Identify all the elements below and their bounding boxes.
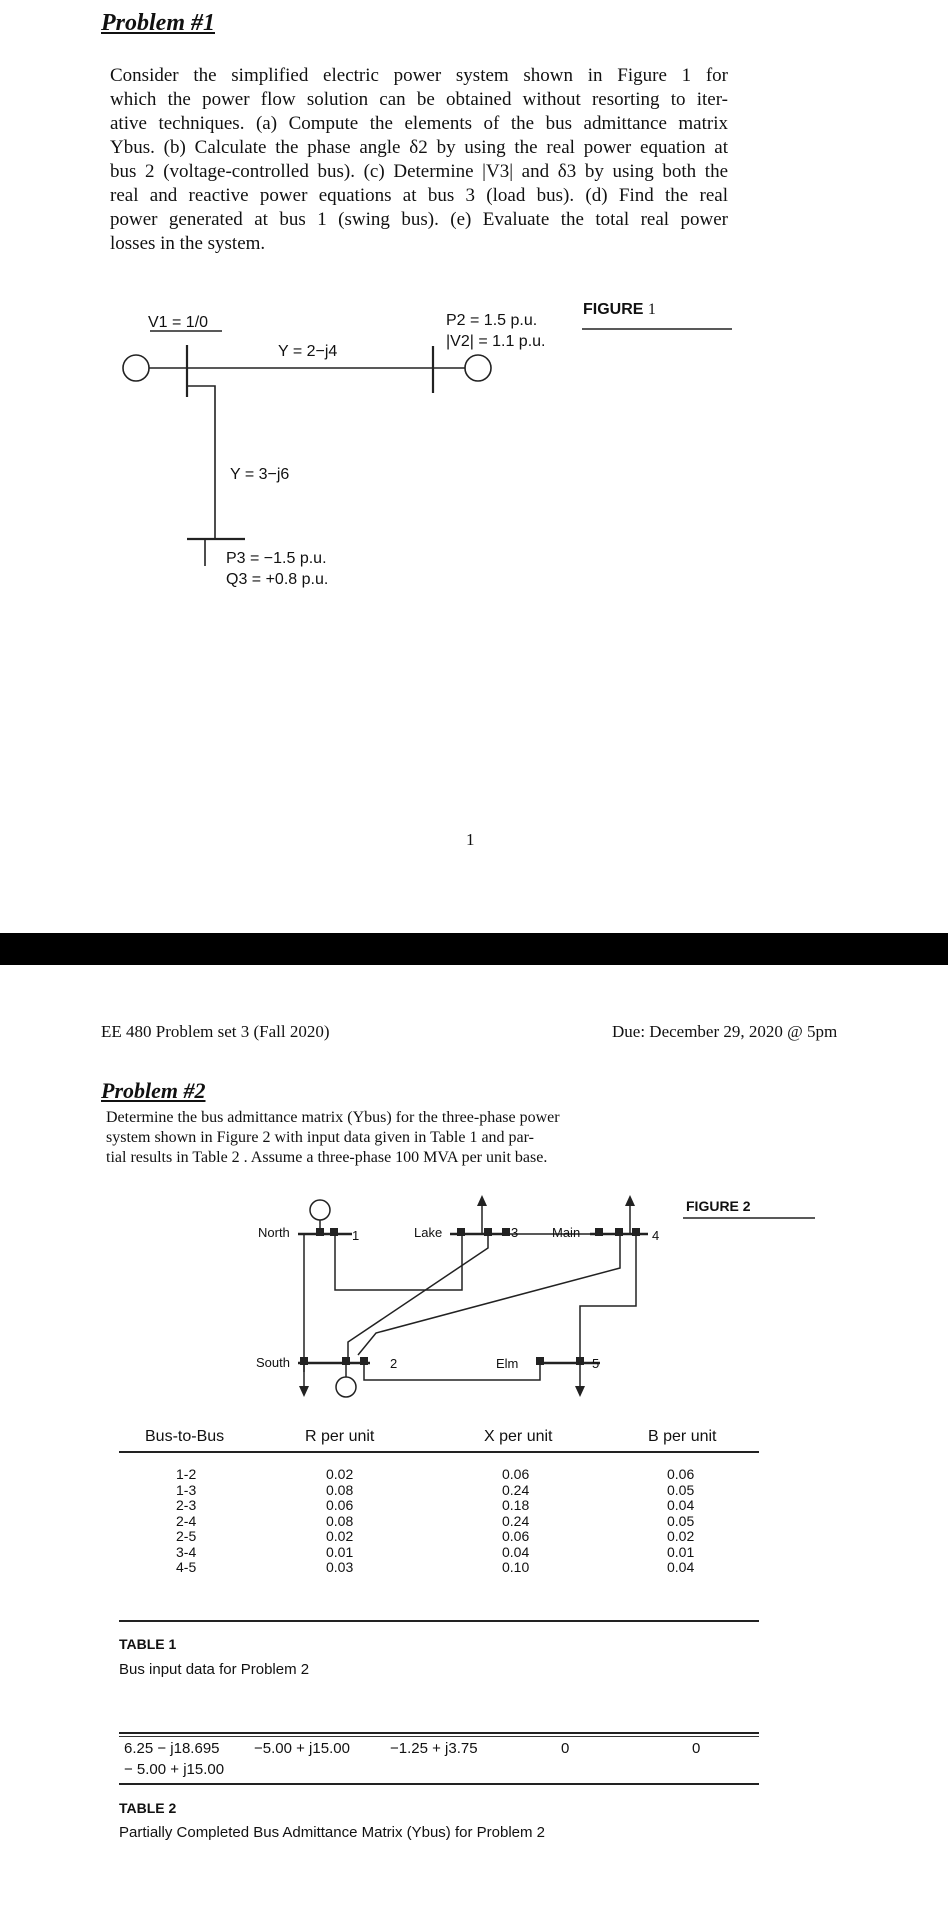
table1-caption-subtitle: Bus input data for Problem 2 [119, 1661, 310, 1678]
south-label: South [256, 1355, 290, 1370]
table2-cell-y11: 6.25 − j18.695 [124, 1740, 220, 1757]
table-cell: 0.06 [326, 1497, 354, 1513]
breaker [484, 1228, 492, 1236]
page-separator [0, 933, 948, 965]
problem2-line: tial results in Table 2 . Assume a three-phase 100 MVA per unit base. [106, 1149, 548, 1166]
problem2-statement [106, 1108, 658, 1168]
table-cell: 0.02 [326, 1528, 354, 1544]
table-cell: 0.01 [667, 1543, 695, 1560]
problem1-line: losses in the system. [110, 233, 266, 254]
table2-cell-y21: − 5.00 + j15.00 [124, 1761, 225, 1778]
table-cell: 1-2 [176, 1466, 197, 1482]
bus2-number: 2 [390, 1356, 398, 1371]
bus3-number: 3 [511, 1225, 519, 1240]
figure2-caption: FIGURE 2 [686, 1198, 751, 1214]
bus1-generator-symbol [123, 355, 149, 381]
figure1-caption-number: 1 [647, 301, 656, 318]
breaker [360, 1357, 368, 1365]
table-cell: 1-3 [176, 1481, 197, 1498]
problem1-line: Consider the simplified electric power system shown in Figure 1 for [110, 65, 728, 86]
problem1-title: Problem #1 [101, 10, 215, 36]
table-cell: 0.03 [326, 1559, 354, 1575]
table2-cell-y14: 0 [561, 1740, 570, 1757]
table1-header-b: B per unit [648, 1428, 717, 1445]
breaker [330, 1228, 338, 1236]
due-date: Due: December 29, 2020 @ 5pm [612, 1022, 838, 1041]
table-cell: 0.06 [667, 1466, 695, 1482]
table-cell: 2-4 [176, 1512, 197, 1529]
bus5-number: 5 [592, 1356, 600, 1371]
problem1-line: Ybus. (b) Calculate the phase angle δ2 by using the real power equation at [110, 137, 728, 158]
q3-label: Q3 = +0.8 p.u. [226, 571, 329, 588]
table1-col-r [326, 1467, 353, 1576]
problem1-line: which the power flow solution can be obtained without resorting to iter- [110, 89, 728, 110]
table-cell: 2-3 [176, 1497, 197, 1513]
table1-col-b [667, 1467, 694, 1576]
figure1-caption [583, 301, 656, 319]
problem2-title: Problem #2 [101, 1078, 206, 1103]
table-cell: 4-5 [176, 1559, 197, 1575]
lake-load-arrow [477, 1195, 487, 1206]
table2-top-rule-thin [119, 1736, 759, 1737]
table-cell: 0.10 [502, 1559, 530, 1575]
table1-col-x [502, 1467, 529, 1576]
table1-col-bus [176, 1467, 196, 1576]
figure2-diagram [0, 1180, 948, 1420]
table-cell: 0.08 [326, 1481, 354, 1498]
table-cell: 0.04 [502, 1543, 530, 1560]
main-label: Main [552, 1225, 581, 1240]
p2-label: P2 = 1.5 p.u. [446, 312, 538, 329]
table-cell: 0.06 [502, 1466, 530, 1482]
table-cell: 0.01 [326, 1543, 354, 1560]
problem1-line: bus 2 (voltage-controlled bus). (c) Determine |V3| and δ3 by using both the [110, 161, 728, 182]
breaker [342, 1357, 350, 1365]
figure1-diagram [0, 0, 948, 620]
table-cell: 3-4 [176, 1543, 197, 1560]
breaker [457, 1228, 465, 1236]
table-cell: 0.24 [502, 1481, 530, 1498]
table2-cell-y15: 0 [692, 1740, 701, 1757]
table1-top-rule [119, 1451, 759, 1453]
table2-top-rule [119, 1732, 759, 1734]
table-cell: 0.05 [667, 1512, 695, 1529]
table1-bottom-rule [119, 1620, 759, 1622]
problem2-line: Determine the bus admittance matrix (Ybus) for the three-phase power [106, 1109, 560, 1126]
table-cell: 2-5 [176, 1528, 197, 1544]
v1-label: V1 = 1/0 [148, 314, 209, 331]
problem1-line: real and reactive power equations at bus 3 (load bus). (d) Find the real [110, 185, 728, 206]
table-cell: 0.04 [667, 1559, 695, 1575]
north-label: North [258, 1225, 290, 1240]
line-1-3 [187, 386, 215, 539]
table-cell: 0.06 [502, 1528, 530, 1544]
table1-header-r: R per unit [305, 1428, 375, 1445]
elm-load-arrow [575, 1386, 585, 1397]
breaker [316, 1228, 324, 1236]
south-load-arrow [299, 1386, 309, 1397]
y12-label: Y = 2−j4 [278, 343, 338, 360]
table-cell: 0.04 [667, 1497, 695, 1513]
page-number: 1 [466, 830, 475, 849]
problem1-line: power generated at bus 1 (swing bus). (e) Evaluate the total real power [110, 209, 728, 230]
table-cell: 0.05 [667, 1481, 695, 1498]
table2-bottom-rule [119, 1783, 759, 1785]
problem1-line: ative techniques. (a) Compute the elements of the bus admittance matrix [110, 113, 728, 134]
figure1-caption-word: FIGURE [583, 301, 644, 318]
table2-caption-subtitle: Partially Completed Bus Admittance Matrix (Ybus) for Problem 2 [119, 1824, 545, 1841]
main-load-arrow [625, 1195, 635, 1206]
line-4-5 [580, 1234, 636, 1363]
table1-header-x: X per unit [484, 1428, 553, 1445]
breaker [615, 1228, 623, 1236]
line-2-3 [348, 1234, 488, 1363]
breaker [502, 1228, 510, 1236]
y13-label: Y = 3−j6 [230, 466, 290, 483]
table2-caption-title: TABLE 2 [119, 1800, 177, 1816]
course-header: EE 480 Problem set 3 (Fall 2020) [101, 1022, 330, 1041]
table2-cell-y13: −1.25 + j3.75 [390, 1740, 478, 1757]
south-generator-symbol [336, 1377, 356, 1397]
north-generator-symbol [310, 1200, 330, 1220]
problem2-line: system shown in Figure 2 with input data given in Table 1 and par- [106, 1129, 534, 1146]
breaker [632, 1228, 640, 1236]
bus4-number: 4 [652, 1228, 660, 1243]
elm-label: Elm [496, 1356, 519, 1371]
table-cell: 0.18 [502, 1497, 530, 1513]
lake-label: Lake [414, 1225, 443, 1240]
v2-label: |V2| = 1.1 p.u. [446, 333, 546, 350]
breaker [300, 1357, 308, 1365]
bus1-number: 1 [352, 1228, 360, 1243]
breaker [576, 1357, 584, 1365]
table-cell: 0.08 [326, 1512, 354, 1529]
bus2-generator-symbol [465, 355, 491, 381]
breaker [595, 1228, 603, 1236]
table2-cell-y12: −5.00 + j15.00 [254, 1740, 350, 1757]
table1-caption-title: TABLE 1 [119, 1636, 177, 1652]
table-cell: 0.24 [502, 1512, 530, 1529]
table-cell: 0.02 [667, 1528, 695, 1544]
table1-header-bus: Bus-to-Bus [145, 1428, 225, 1445]
p3-label: P3 = −1.5 p.u. [226, 550, 327, 567]
breaker [536, 1357, 544, 1365]
table-cell: 0.02 [326, 1466, 354, 1482]
